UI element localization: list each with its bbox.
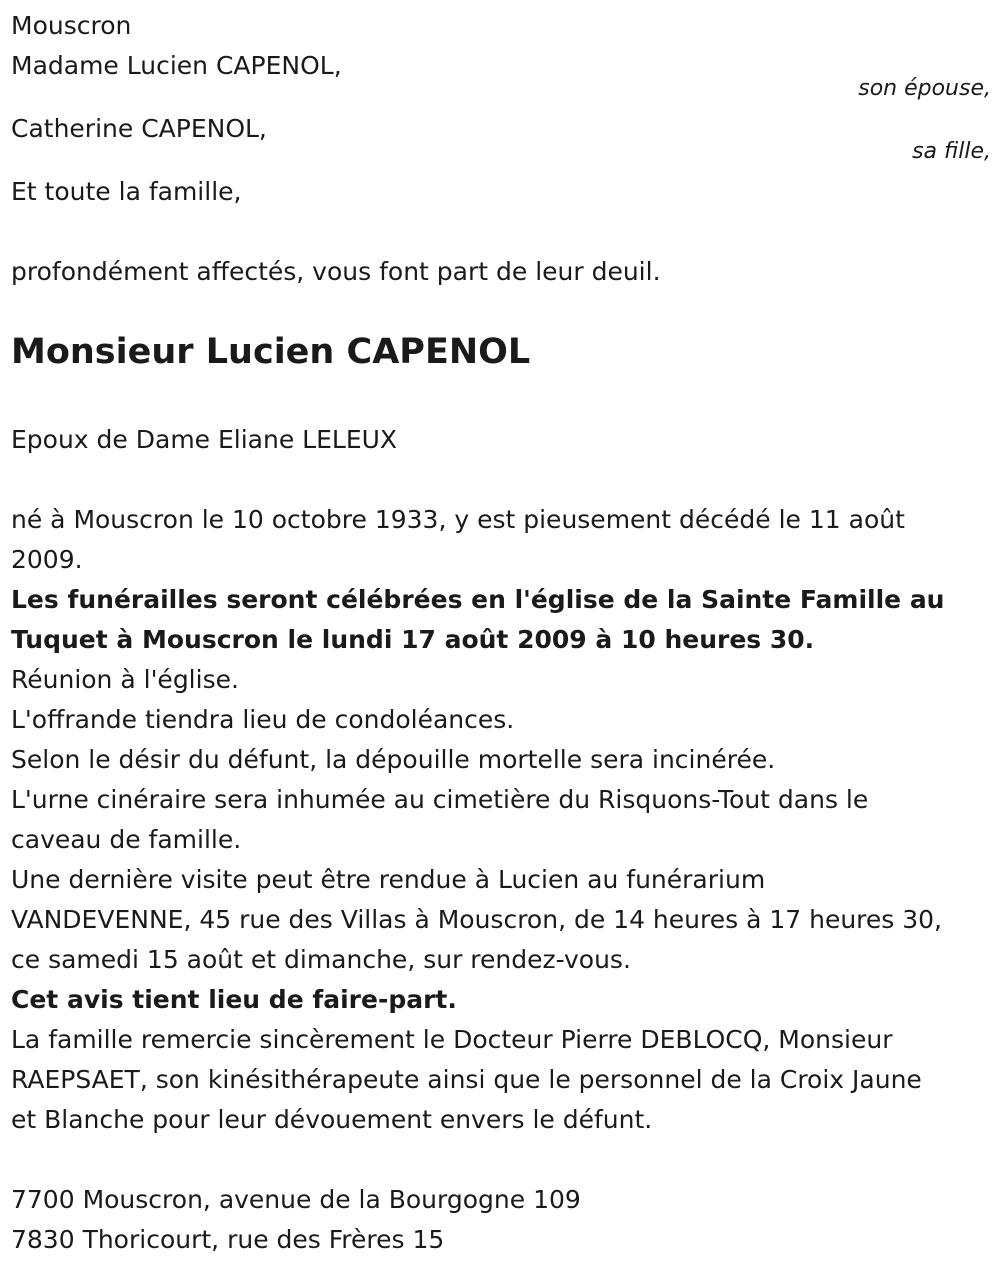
meeting-line: Réunion à l'église. (11, 665, 239, 694)
deceased-name: Monsieur Lucien CAPENOL (11, 332, 531, 372)
city: Mouscron (11, 11, 132, 40)
visit-line-1: Une dernière visite peut être rendue à Lucien au funérarium (11, 865, 766, 894)
spouse-role: son épouse, (858, 76, 991, 101)
address-2: 7830 Thoricourt, rue des Frères 15 (11, 1225, 445, 1254)
header-block (11, 6, 991, 86)
offering-line: L'offrande tiendra lieu de condoléances. (11, 705, 515, 734)
body-text (11, 500, 991, 1140)
birth-death-line-1: né à Mouscron le 10 octobre 1933, y est pieusement décédé le 11 août (11, 505, 905, 534)
visit-line-2: VANDEVENNE, 45 rue des Villas à Mouscron, de 14 heures à 17 heures 30, (11, 905, 943, 934)
cremation-line: Selon le désir du défunt, la dépouille mortelle sera incinérée. (11, 745, 776, 774)
address-1: 7700 Mouscron, avenue de la Bourgogne 109 (11, 1185, 581, 1214)
birth-death-line-2: 2009. (11, 545, 83, 574)
thanks-line-1: La famille remercie sincèrement le Docteur Pierre DEBLOCQ, Monsieur (11, 1025, 893, 1054)
visit-line-3: ce samedi 15 août et dimanche, sur rendez-vous. (11, 945, 631, 974)
funeral-line-1: Les funérailles seront célébrées en l'église de la Sainte Famille au (11, 585, 945, 614)
thanks-line-2: RAEPSAET, son kinésithérapeute ainsi que le personnel de la Croix Jaune (11, 1065, 922, 1094)
notice-line: Cet avis tient lieu de faire-part. (11, 985, 457, 1014)
family-line: Et toute la famille, (11, 177, 242, 206)
daughter-name: Catherine CAPENOL, (11, 114, 267, 143)
funeral-line-2: Tuquet à Mouscron le lundi 17 août 2009 à 10 heures 30. (11, 625, 815, 654)
addresses (11, 1180, 991, 1260)
daughter-role: sa fille, (912, 139, 991, 164)
spouse-of: Epoux de Dame Eliane LELEUX (11, 425, 398, 454)
urn-line-2: caveau de famille. (11, 825, 242, 854)
announcement: profondément affectés, vous font part de leur deuil. (11, 257, 661, 286)
thanks-line-3: et Blanche pour leur dévouement envers le défunt. (11, 1105, 653, 1134)
spouse-name: Madame Lucien CAPENOL, (11, 51, 342, 80)
urn-line-1: L'urne cinéraire sera inhumée au cimetière du Risquons-Tout dans le (11, 785, 869, 814)
